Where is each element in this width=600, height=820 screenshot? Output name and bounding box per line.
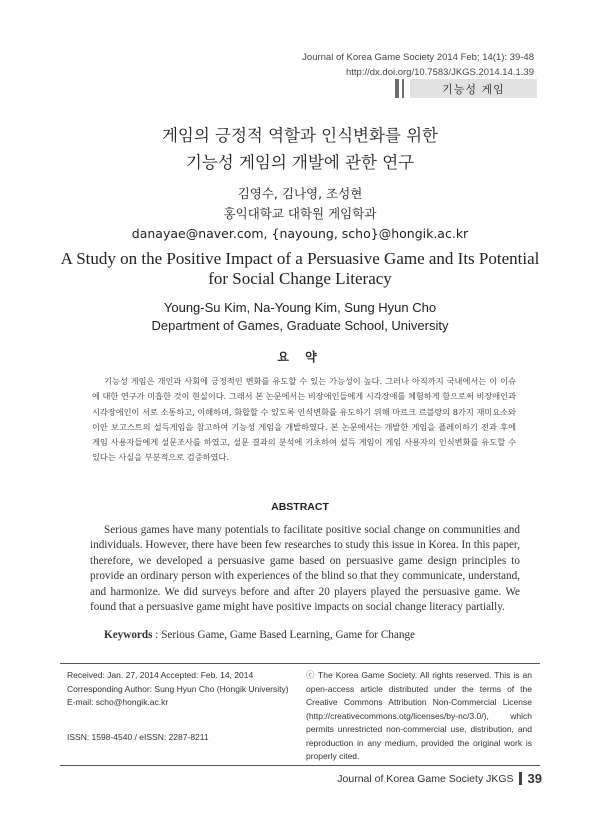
english-title-line-1: A Study on the Positive Impact of a Persuasive Game and Its Potential — [60, 249, 540, 268]
page-number: 39 — [527, 771, 542, 786]
english-title-line-2: for Social Change Literacy — [208, 269, 392, 288]
footnote-submission-info — [67, 669, 299, 744]
doi-link[interactable]: http://dx.doi.org/10.7583/JKGS.2014.14.1.39 — [345, 67, 534, 78]
footer-journal-name: Journal of Korea Game Society JKGS — [337, 772, 514, 785]
korean-title-line-1: 게임의 긍정적 역할과 인식변화를 위한 — [161, 126, 438, 145]
english-author-block — [0, 299, 600, 335]
journal-citation: Journal of Korea Game Society 2014 Feb; 14(1): 39-48 — [302, 52, 534, 63]
issn: ISSN: 1598-4540 / eISSN: 2287-8211 — [67, 731, 209, 742]
footer-divider — [60, 765, 540, 766]
korean-affiliation: 홍익대학교 대학원 게임학과 — [223, 206, 377, 221]
korean-title-line-2: 기능성 게임의 개발에 관한 연구 — [185, 153, 415, 172]
corresponding-author: Corresponding Author: Sung Hyun Cho (Hongik University) — [67, 683, 289, 694]
korean-title — [0, 122, 600, 176]
category-label: 기능성 게임 — [410, 79, 537, 98]
korean-abstract-heading: 요 약 — [277, 350, 323, 364]
page-footer — [337, 771, 542, 786]
abstract-heading: ABSTRACT — [271, 501, 329, 513]
footer-separator — [519, 772, 522, 785]
footnote-divider — [60, 663, 540, 664]
received-dates: Received: Jan. 27, 2014 Accepted: Feb. 14, 2014 — [67, 670, 254, 680]
journal-header — [302, 50, 534, 80]
category-accent-bar-thin — [402, 79, 404, 98]
keywords-label: Keywords — [104, 629, 153, 641]
abstract-body: Serious games have many potentials to facilitate positive social change on communities and individuals. However, there have been few researches to study this issue in Korea. In this paper, therefore, we developed a persuasive game based on persuasive game design principles to provide an ordinary person with experiences of the blind so that they communicate, understand, and harmonize. We did surveys before and after 20 players played the persuasive game. We found that a persuasive game might have positive impacts on social change literacy partially. — [90, 524, 520, 614]
license-notice: ⓒ The Korea Game Society. All rights reserved. This is an open-access article distributed under the terms of the Creative Commons Attribution Non-Commercial License (http://creativecommons.otg/licenses/by-nc/3.0/), which permits unrestricted non-commercial use, distribution, and reproduction in any medium, provided the original work is properly cited. — [306, 670, 532, 761]
corresponding-email: E-mail: scho@hongik.ac.kr — [67, 697, 169, 707]
category-accent-bar — [395, 79, 399, 98]
keywords-value: Serious Game, Game Based Learning, Game for Change — [161, 629, 415, 641]
english-title — [0, 249, 600, 289]
korean-abstract-body: 기능성 게임은 개인과 사회에 긍정적인 변화를 유도할 수 있는 가능성이 높다. 그러나 아직까지 국내에서는 이 이슈에 대한 연구가 미흡한 것이 현실이다. 그래서 본 논문에서는 비장애인들에게 시각장애를 체험하게 함으로써 비장애인과 시각장애인이 서로 소통하고, 이해하며, 화합할 수 있도록 인식변화를 유도하기 위해 마르크 르블랑의 8가지 재미요소와 이안 보고스트의 설득게임을 참고하여 기능성 게임을 개발하였다. 본 논문에서는 개발한 게임을 플레이하기 전과 후에 게임 사용자들에게 설문조사를 하였고, 설문 결과의 분석에 기초하여 설득 게임이 게임 사용자의 인식변화를 유도할 수 있다는 사실을 부분적으로 검증하였다. — [92, 376, 516, 463]
english-authors: Young-Su Kim, Na-Young Kim, Sung Hyun Cho — [163, 300, 437, 315]
author-emails: danayae@naver.com, {nayoung, scho}@hongik.ac.kr — [131, 226, 469, 241]
korean-authors: 김영수, 김나영, 조성현 — [237, 186, 363, 201]
english-affiliation: Department of Games, Graduate School, University — [151, 318, 449, 333]
keywords-separator: : — [152, 629, 162, 641]
category-banner — [395, 79, 537, 98]
korean-author-block — [0, 184, 600, 244]
keywords-line — [104, 629, 415, 641]
